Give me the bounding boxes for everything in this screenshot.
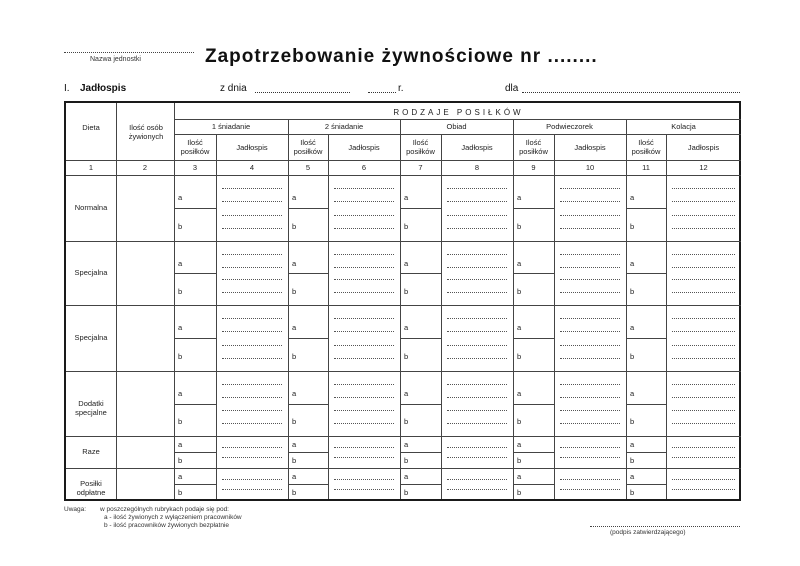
- count-b-label: b: [292, 417, 297, 427]
- ab-divider: [626, 208, 666, 209]
- menu-entry-line[interactable]: [447, 358, 507, 359]
- menu-entry-line[interactable]: [560, 228, 620, 229]
- count-a-label: a: [178, 471, 183, 481]
- ab-divider: [513, 208, 554, 209]
- sub-header-menu: Jadłospis: [348, 143, 380, 152]
- column-number: 12: [699, 163, 708, 172]
- menu-entry-line[interactable]: [447, 345, 507, 346]
- col-header-diet: Dieta: [82, 123, 100, 132]
- count-b-label: b: [404, 455, 409, 465]
- menu-entry-line[interactable]: [560, 292, 620, 293]
- menu-entry-line[interactable]: [447, 215, 507, 216]
- count-b-label: b: [404, 222, 409, 231]
- count-a-label: a: [404, 471, 409, 481]
- menu-entry-line[interactable]: [222, 345, 282, 346]
- menu-entry-line[interactable]: [560, 397, 620, 398]
- menu-entry-line[interactable]: [672, 228, 735, 229]
- count-a-label: a: [517, 388, 522, 398]
- grid-line: [328, 134, 329, 499]
- menu-entry-line[interactable]: [672, 345, 735, 346]
- note-line-1: w poszczególnych rubrykach podaje się pod:: [100, 506, 229, 513]
- count-b-label: b: [178, 455, 183, 465]
- count-a-label: a: [404, 388, 409, 398]
- menu-entry-line[interactable]: [334, 447, 394, 448]
- menu-entry-line[interactable]: [672, 479, 735, 480]
- count-a-label: a: [517, 193, 522, 202]
- menu-entry-line[interactable]: [672, 279, 735, 280]
- grid-line: [66, 160, 741, 161]
- menu-entry-line[interactable]: [222, 292, 282, 293]
- menu-entry-line[interactable]: [334, 423, 394, 424]
- menu-entry-line[interactable]: [222, 331, 282, 332]
- menu-entry-line[interactable]: [222, 489, 282, 490]
- menu-entry-line[interactable]: [222, 201, 282, 202]
- menu-entry-line[interactable]: [222, 318, 282, 319]
- menu-entry-line[interactable]: [334, 201, 394, 202]
- menu-entry-line[interactable]: [672, 318, 735, 319]
- unit-name-line[interactable]: [64, 44, 194, 53]
- ab-divider: [626, 338, 666, 339]
- count-a-label: a: [630, 439, 635, 449]
- column-number: 6: [361, 163, 367, 172]
- grid-line: [554, 134, 555, 499]
- menu-entry-line[interactable]: [447, 318, 507, 319]
- menu-entry-line[interactable]: [672, 267, 735, 268]
- menu-entry-line[interactable]: [672, 292, 735, 293]
- ab-divider: [400, 484, 441, 485]
- menu-entry-line[interactable]: [447, 384, 507, 385]
- row-separator: [66, 371, 741, 372]
- grid-line: [513, 119, 514, 499]
- menu-entry-line[interactable]: [222, 254, 282, 255]
- ab-divider: [288, 338, 328, 339]
- menu-entry-line[interactable]: [560, 479, 620, 480]
- ab-divider: [174, 208, 216, 209]
- menu-entry-line[interactable]: [447, 279, 507, 280]
- note-line-3: b - ilość pracowników żywionych bezpłatnie: [104, 522, 230, 529]
- grid-line: [400, 119, 401, 499]
- column-number: 3: [192, 163, 198, 172]
- menu-entry-line[interactable]: [334, 188, 394, 189]
- count-b-label: b: [292, 487, 297, 497]
- menu-entry-line[interactable]: [334, 228, 394, 229]
- menu-entry-line[interactable]: [560, 410, 620, 411]
- menu-entry-line[interactable]: [560, 447, 620, 448]
- menu-entry-line[interactable]: [447, 331, 507, 332]
- row-label: Normalna: [74, 203, 108, 212]
- ab-divider: [513, 273, 554, 274]
- ab-divider: [288, 208, 328, 209]
- ab-divider: [400, 273, 441, 274]
- column-number: 8: [474, 163, 480, 172]
- grid-line: [626, 119, 627, 499]
- signature-line[interactable]: [590, 520, 740, 527]
- row-label: Dodatki specjalne: [75, 398, 107, 417]
- menu-entry-line[interactable]: [334, 345, 394, 346]
- column-number: 1: [88, 163, 94, 172]
- menu-entry-line[interactable]: [672, 254, 735, 255]
- count-b-label: b: [178, 222, 183, 231]
- unit-name-label: Nazwa jednostki: [90, 56, 141, 63]
- ab-divider: [288, 484, 328, 485]
- count-b-label: b: [517, 352, 522, 361]
- meal-header: 2 śniadanie: [324, 122, 364, 131]
- menu-entry-line[interactable]: [447, 228, 507, 229]
- count-b-label: b: [178, 286, 183, 296]
- column-number: 11: [642, 163, 650, 172]
- menu-entry-line[interactable]: [447, 410, 507, 411]
- row-label: Specjalna: [74, 333, 108, 342]
- col-header-people: Ilość osób żywionych: [128, 123, 164, 141]
- requisition-table: [64, 101, 741, 501]
- menu-entry-line[interactable]: [222, 479, 282, 480]
- meal-header: 1 śniadanie: [211, 122, 251, 131]
- menu-entry-line[interactable]: [560, 457, 620, 458]
- ab-divider: [400, 208, 441, 209]
- menu-entry-line[interactable]: [334, 331, 394, 332]
- menu-entry-line[interactable]: [672, 358, 735, 359]
- menu-entry-line[interactable]: [672, 201, 735, 202]
- menu-entry-line[interactable]: [334, 384, 394, 385]
- menu-entry-line[interactable]: [334, 358, 394, 359]
- sub-header-menu: Jadłospis: [236, 143, 268, 152]
- row-separator: [66, 305, 741, 306]
- meal-header: Podwieczorek: [546, 122, 593, 131]
- count-b-label: b: [517, 487, 522, 497]
- menu-entry-line[interactable]: [560, 423, 620, 424]
- menu-entry-line[interactable]: [222, 358, 282, 359]
- grid-line: [174, 119, 741, 120]
- grid-line: [66, 175, 741, 176]
- menu-entry-line[interactable]: [560, 188, 620, 189]
- count-b-label: b: [630, 286, 635, 296]
- note-title: Uwaga:: [64, 506, 87, 513]
- ab-divider: [288, 404, 328, 405]
- menu-entry-line[interactable]: [672, 447, 735, 448]
- sub-header-menu: Jadłospis: [687, 143, 720, 152]
- menu-entry-line[interactable]: [447, 201, 507, 202]
- menu-entry-line[interactable]: [447, 489, 507, 490]
- count-b-label: b: [630, 487, 635, 497]
- menu-entry-line[interactable]: [672, 410, 735, 411]
- count-b-label: b: [292, 455, 297, 465]
- ab-divider: [626, 484, 666, 485]
- ab-divider: [513, 338, 554, 339]
- menu-entry-line[interactable]: [447, 447, 507, 448]
- grid-line: [174, 134, 741, 135]
- menu-entry-line[interactable]: [560, 279, 620, 280]
- ab-divider: [174, 484, 216, 485]
- count-a-label: a: [178, 193, 183, 202]
- count-a-label: a: [404, 193, 409, 202]
- menu-entry-line[interactable]: [672, 384, 735, 385]
- note-line-2: a - ilość żywionych z wyłączeniem pracowników: [104, 514, 242, 521]
- count-b-label: b: [404, 487, 409, 497]
- menu-entry-line[interactable]: [334, 254, 394, 255]
- footer-note: [64, 506, 242, 530]
- menu-entry-line[interactable]: [560, 489, 620, 490]
- menu-entry-line[interactable]: [672, 215, 735, 216]
- signature-label: (podpis zatwierdzającego): [610, 529, 686, 536]
- menu-entry-line[interactable]: [560, 201, 620, 202]
- menu-entry-line[interactable]: [672, 188, 735, 189]
- count-b-label: b: [630, 352, 635, 361]
- menu-entry-line[interactable]: [222, 228, 282, 229]
- ab-divider: [400, 404, 441, 405]
- menu-entry-line[interactable]: [560, 358, 620, 359]
- menu-entry-line[interactable]: [672, 489, 735, 490]
- sub-header-menu: Jadłospis: [461, 143, 493, 152]
- grid-line: [441, 134, 442, 499]
- row-separator: [66, 241, 741, 242]
- menu-entry-line[interactable]: [222, 410, 282, 411]
- menu-entry-line[interactable]: [560, 215, 620, 216]
- menu-entry-line[interactable]: [447, 397, 507, 398]
- menu-entry-line[interactable]: [334, 279, 394, 280]
- count-a-label: a: [630, 258, 635, 268]
- count-a-label: a: [517, 323, 522, 332]
- menu-entry-line[interactable]: [334, 318, 394, 319]
- menu-entry-line[interactable]: [334, 292, 394, 293]
- count-b-label: b: [404, 417, 409, 427]
- count-b-label: b: [517, 286, 522, 296]
- row-label: Specjalna: [74, 268, 108, 277]
- column-number: 4: [249, 163, 255, 172]
- grid-line: [666, 134, 667, 499]
- row-separator: [66, 436, 741, 437]
- page-title: Zapotrzebowanie żywnościowe nr ........: [205, 46, 598, 67]
- count-a-label: a: [292, 258, 297, 268]
- count-a-label: a: [292, 439, 297, 449]
- menu-entry-line[interactable]: [447, 254, 507, 255]
- count-a-label: a: [630, 193, 635, 202]
- for-label: dla: [505, 83, 519, 94]
- column-number: 10: [585, 163, 595, 172]
- date-field[interactable]: [255, 86, 350, 93]
- sub-header-count: Ilość posiłków: [180, 138, 210, 156]
- ab-divider: [400, 338, 441, 339]
- menu-entry-line[interactable]: [672, 423, 735, 424]
- count-b-label: b: [517, 222, 522, 231]
- menu-entry-line[interactable]: [334, 489, 394, 490]
- count-a-label: a: [292, 193, 297, 202]
- menu-entry-line[interactable]: [560, 331, 620, 332]
- count-a-label: a: [178, 439, 183, 449]
- menu-entry-line[interactable]: [560, 384, 620, 385]
- ab-divider: [626, 452, 666, 453]
- menu-entry-line[interactable]: [222, 188, 282, 189]
- ab-divider: [174, 338, 216, 339]
- grid-line: [288, 119, 289, 499]
- count-a-label: a: [292, 471, 297, 481]
- count-b-label: b: [292, 222, 297, 231]
- sub-header-count: Ilość posiłków: [293, 138, 323, 156]
- menu-entry-line[interactable]: [672, 457, 735, 458]
- count-a-label: a: [517, 258, 522, 268]
- ab-divider: [513, 484, 554, 485]
- count-b-label: b: [630, 417, 635, 427]
- count-a-label: a: [630, 388, 635, 398]
- menu-entry-line[interactable]: [560, 254, 620, 255]
- count-b-label: b: [517, 455, 522, 465]
- count-a-label: a: [178, 258, 183, 268]
- column-number: 2: [142, 163, 148, 172]
- row-label: Posiłki odpłatne: [76, 479, 106, 497]
- menu-label: Jadłospis: [80, 83, 127, 94]
- sub-header-count: Ilość posiłków: [631, 138, 661, 156]
- for-field[interactable]: [522, 86, 740, 93]
- count-b-label: b: [517, 417, 522, 427]
- count-b-label: b: [630, 455, 635, 465]
- menu-entry-line[interactable]: [334, 479, 394, 480]
- menu-entry-line[interactable]: [334, 410, 394, 411]
- count-a-label: a: [404, 323, 409, 332]
- ab-divider: [288, 273, 328, 274]
- ab-divider: [400, 452, 441, 453]
- ab-divider: [513, 452, 554, 453]
- menu-entry-line[interactable]: [222, 447, 282, 448]
- menu-entry-line[interactable]: [447, 479, 507, 480]
- count-a-label: a: [630, 471, 635, 481]
- count-a-label: a: [404, 258, 409, 268]
- ab-divider: [174, 404, 216, 405]
- year-suffix: r.: [398, 83, 404, 94]
- menu-entry-line[interactable]: [222, 423, 282, 424]
- year-field[interactable]: [368, 86, 396, 93]
- meal-header: Kolacja: [671, 122, 696, 131]
- ab-divider: [626, 404, 666, 405]
- ab-divider: [174, 452, 216, 453]
- sub-header-count: Ilość posiłków: [406, 138, 435, 156]
- ab-divider: [288, 452, 328, 453]
- column-number: 9: [531, 163, 536, 172]
- count-b-label: b: [292, 352, 297, 361]
- row-label: Raze: [82, 447, 100, 456]
- menu-entry-line[interactable]: [560, 318, 620, 319]
- count-b-label: b: [178, 417, 183, 427]
- menu-entry-line[interactable]: [672, 331, 735, 332]
- menu-entry-line[interactable]: [334, 457, 394, 458]
- menu-entry-line[interactable]: [447, 188, 507, 189]
- menu-entry-line[interactable]: [334, 397, 394, 398]
- count-b-label: b: [630, 222, 635, 231]
- count-a-label: a: [292, 323, 297, 332]
- menu-entry-line[interactable]: [447, 267, 507, 268]
- menu-entry-line[interactable]: [672, 397, 735, 398]
- ab-divider: [174, 273, 216, 274]
- menu-entry-line[interactable]: [222, 384, 282, 385]
- ab-divider: [513, 404, 554, 405]
- menu-entry-line[interactable]: [447, 457, 507, 458]
- count-b-label: b: [292, 286, 297, 296]
- menu-entry-line[interactable]: [447, 292, 507, 293]
- ab-divider: [626, 273, 666, 274]
- count-a-label: a: [178, 323, 183, 332]
- column-number: 5: [305, 163, 311, 172]
- meal-types-header: RODZAJE POSIŁKÓW: [393, 108, 524, 117]
- date-label: z dnia: [220, 83, 247, 94]
- menu-entry-line[interactable]: [222, 397, 282, 398]
- section-number: I.: [64, 83, 70, 94]
- meal-header: Obiad: [446, 122, 467, 131]
- count-a-label: a: [517, 439, 522, 449]
- menu-entry-line[interactable]: [222, 279, 282, 280]
- count-a-label: a: [404, 439, 409, 449]
- grid-line: [216, 134, 217, 499]
- menu-entry-line[interactable]: [447, 423, 507, 424]
- row-separator: [66, 468, 741, 469]
- menu-entry-line[interactable]: [222, 215, 282, 216]
- count-a-label: a: [630, 323, 635, 332]
- menu-entry-line[interactable]: [334, 215, 394, 216]
- count-b-label: b: [178, 352, 183, 361]
- count-a-label: a: [292, 388, 297, 398]
- menu-entry-line[interactable]: [560, 267, 620, 268]
- count-b-label: b: [178, 487, 183, 497]
- sub-header-menu: Jadłospis: [574, 143, 606, 152]
- menu-entry-line[interactable]: [560, 345, 620, 346]
- menu-entry-line[interactable]: [222, 267, 282, 268]
- count-b-label: b: [404, 352, 409, 361]
- menu-entry-line[interactable]: [222, 457, 282, 458]
- count-a-label: a: [178, 388, 183, 398]
- count-b-label: b: [404, 286, 409, 296]
- sub-header-count: Ilość posiłków: [519, 138, 548, 156]
- menu-entry-line[interactable]: [334, 267, 394, 268]
- count-a-label: a: [517, 471, 522, 481]
- column-number: 7: [418, 163, 423, 172]
